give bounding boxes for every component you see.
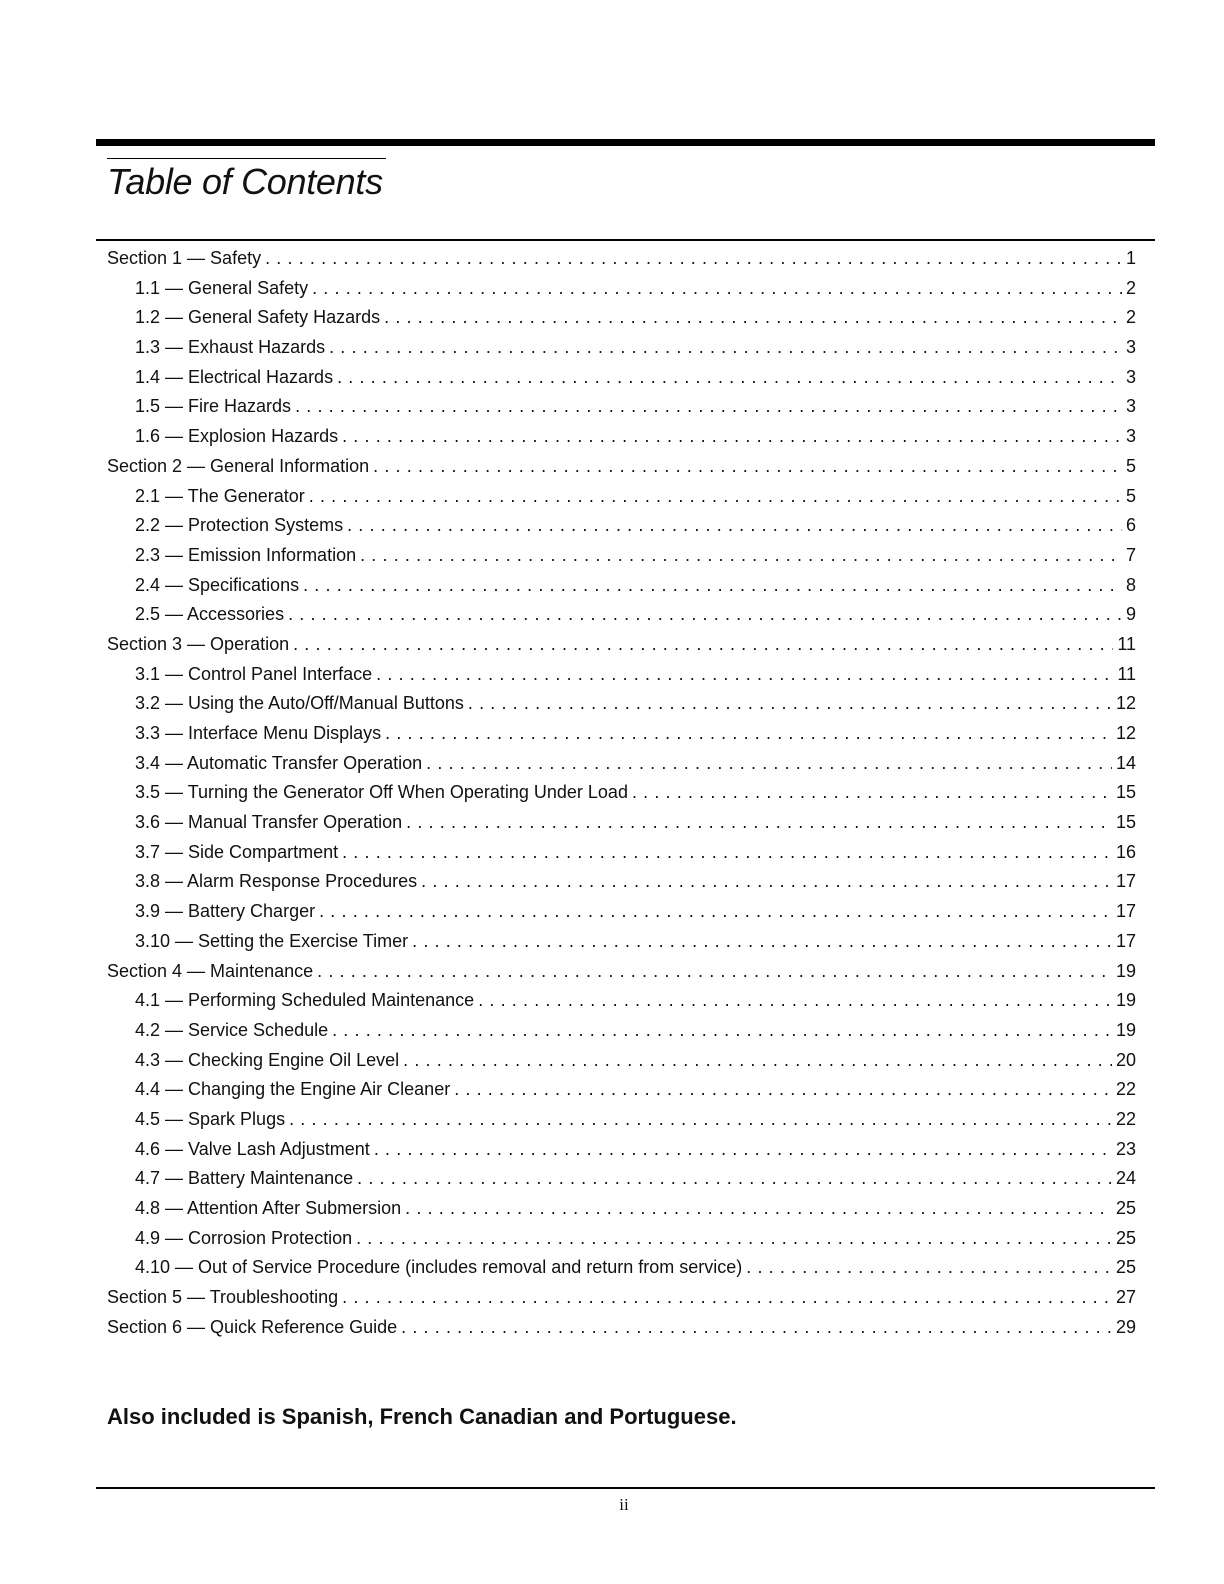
- toc-page-number: 3: [1125, 337, 1136, 358]
- toc-entry-label: 3.2 — Using the Auto/Off/Manual Buttons: [135, 693, 464, 714]
- page-title: Table of Contents: [107, 161, 383, 202]
- toc-entry-label: 3.9 — Battery Charger: [135, 901, 316, 922]
- toc-subsection-entry[interactable]: [107, 1046, 1136, 1076]
- toc-dot-leader: [342, 422, 1122, 452]
- page-number: ii: [619, 1495, 629, 1514]
- toc-entry-label: Section 3 — Operation: [107, 633, 290, 654]
- toc-page-number: 15: [1115, 782, 1136, 803]
- toc-subsection-entry[interactable]: [107, 897, 1136, 927]
- toc-page-number: 5: [1125, 485, 1136, 506]
- toc-entry-label: Section 4 — Maintenance: [107, 960, 314, 981]
- toc-dot-leader: [373, 452, 1122, 482]
- toc-entry-label: 3.6 — Manual Transfer Operation: [135, 812, 403, 833]
- language-note: Also included is Spanish, French Canadian and Portuguese.: [107, 1404, 737, 1429]
- toc-dot-leader: [356, 1224, 1112, 1254]
- toc-dot-leader: [288, 600, 1122, 630]
- toc-page-number: 8: [1125, 574, 1136, 595]
- toc-entry-label: 2.5 — Accessories: [135, 604, 285, 625]
- toc-dot-leader: [405, 1194, 1112, 1224]
- toc-dot-leader: [384, 303, 1122, 333]
- toc-dot-leader: [454, 1075, 1112, 1105]
- toc-dot-leader: [412, 927, 1112, 957]
- toc-section-entry[interactable]: [107, 957, 1136, 987]
- toc-entry-label: 2.3 — Emission Information: [135, 544, 357, 565]
- toc-dot-leader: [329, 333, 1122, 363]
- toc-dot-leader: [357, 1164, 1112, 1194]
- toc-dot-leader: [319, 897, 1112, 927]
- toc-entry-label: Section 6 — Quick Reference Guide: [107, 1316, 398, 1337]
- toc-subsection-entry[interactable]: [107, 867, 1136, 897]
- toc-entry-label: 1.4 — Electrical Hazards: [135, 366, 334, 387]
- toc-entry-label: 4.4 — Changing the Engine Air Cleaner: [135, 1079, 451, 1100]
- toc-page-number: 7: [1125, 544, 1136, 565]
- toc-section-entry[interactable]: [107, 452, 1136, 482]
- toc-dot-leader: [406, 808, 1112, 838]
- toc-page-number: 20: [1115, 1049, 1136, 1070]
- toc-subsection-entry[interactable]: [107, 927, 1136, 957]
- toc-dot-leader: [295, 392, 1122, 422]
- toc-entry-label: 3.1 — Control Panel Interface: [135, 663, 373, 684]
- toc-page-number: 11: [1117, 663, 1136, 684]
- toc-entry-label: 1.2 — General Safety Hazards: [135, 307, 381, 328]
- toc-entry-label: 2.4 — Specifications: [135, 574, 300, 595]
- toc-page-number: 27: [1115, 1287, 1136, 1308]
- toc-subsection-entry[interactable]: [107, 333, 1136, 363]
- toc-subsection-entry[interactable]: [107, 1224, 1136, 1254]
- toc-section-entry[interactable]: [107, 1283, 1136, 1313]
- toc-page-number: 25: [1115, 1198, 1136, 1218]
- toc-dot-leader: [312, 274, 1122, 304]
- toc-page-number: 19: [1115, 960, 1136, 981]
- toc-page-number: 6: [1125, 515, 1136, 536]
- toc-entry-label: 3.5 — Turning the Generator Off When Operating Under Load: [135, 782, 628, 803]
- toc-dot-leader: [337, 363, 1122, 393]
- toc-dot-leader: [342, 838, 1112, 868]
- toc-entry-label: 2.1 — The Generator: [135, 485, 305, 506]
- toc-dot-leader: [632, 778, 1112, 808]
- toc-subsection-entry[interactable]: [107, 1105, 1136, 1135]
- toc-entry-label: 3.8 — Alarm Response Procedures: [135, 871, 418, 892]
- toc-dot-leader: [303, 571, 1122, 601]
- toc-entry-label: 3.4 — Automatic Transfer Operation: [135, 752, 423, 773]
- toc-dot-leader: [426, 749, 1112, 779]
- toc-page-number: 2: [1125, 307, 1136, 328]
- toc-subsection-entry[interactable]: [107, 1164, 1136, 1194]
- toc-dot-leader: [421, 867, 1112, 897]
- toc-dot-leader: [478, 986, 1112, 1016]
- toc-dot-leader: [401, 1313, 1112, 1343]
- toc-entry-label: 4.7 — Battery Maintenance: [135, 1168, 354, 1189]
- toc-page-number: 3: [1125, 426, 1136, 447]
- toc-page-number: 22: [1115, 1108, 1136, 1129]
- toc-entry-label: 4.8 — Attention After Submersion: [135, 1198, 402, 1218]
- toc-entry-label: 4.10 — Out of Service Procedure (includes removal and return from service): [135, 1257, 743, 1278]
- toc-subsection-entry[interactable]: [107, 1253, 1136, 1283]
- toc-entry-label: 1.5 — Fire Hazards: [135, 396, 292, 417]
- toc-entry-label: 4.5 — Spark Plugs: [135, 1108, 286, 1129]
- toc-page-number: 14: [1115, 752, 1136, 773]
- toc-entry-label: 1.1 — General Safety: [135, 277, 309, 298]
- toc-subsection-entry[interactable]: [107, 511, 1136, 541]
- toc-subsection-entry[interactable]: [107, 363, 1136, 393]
- toc-dot-leader: [289, 1105, 1112, 1135]
- toc-page-number: 5: [1125, 455, 1136, 476]
- toc-dot-leader: [376, 660, 1113, 690]
- toc-dot-leader: [746, 1253, 1112, 1283]
- toc-subsection-entry[interactable]: [107, 838, 1136, 868]
- toc-page-number: 2: [1125, 277, 1136, 298]
- toc-dot-leader: [374, 1135, 1112, 1165]
- top-rule: [96, 139, 1155, 146]
- toc-subsection-entry[interactable]: [107, 1016, 1136, 1046]
- toc-dot-leader: [347, 511, 1122, 541]
- toc-subsection-entry[interactable]: [107, 1075, 1136, 1105]
- toc-page-number: 16: [1115, 841, 1136, 862]
- toc-entry-label: 3.3 — Interface Menu Displays: [135, 723, 382, 743]
- toc-page-number: 17: [1115, 871, 1136, 892]
- toc-page-number: 23: [1115, 1138, 1136, 1159]
- toc-page-number: 25: [1115, 1227, 1136, 1248]
- toc-dot-leader: [265, 244, 1122, 274]
- toc-entry-label: 2.2 — Protection Systems: [135, 515, 344, 536]
- toc-rule: [96, 239, 1155, 241]
- toc-section-entry[interactable]: [107, 1313, 1136, 1343]
- toc-page-number: 11: [1117, 633, 1136, 654]
- toc-subsection-entry[interactable]: [107, 303, 1136, 333]
- toc-page-number: 15: [1115, 812, 1136, 833]
- toc-subsection-entry[interactable]: [107, 392, 1136, 422]
- toc-dot-leader: [342, 1283, 1112, 1313]
- toc-subsection-entry[interactable]: [107, 482, 1136, 512]
- toc-page-number: 9: [1125, 604, 1136, 625]
- toc-dot-leader: [309, 482, 1122, 512]
- toc-subsection-entry[interactable]: [107, 1135, 1136, 1165]
- toc-entry-label: Section 1 — Safety: [107, 248, 262, 268]
- toc-subsection-entry[interactable]: [107, 274, 1136, 304]
- toc-entry-label: Section 5 — Troubleshooting: [107, 1287, 339, 1308]
- toc-subsection-entry[interactable]: [107, 778, 1136, 808]
- toc-section-entry[interactable]: [107, 244, 1136, 274]
- toc-page-number: 19: [1115, 990, 1136, 1011]
- table-of-contents: [107, 244, 1136, 1342]
- toc-entry-label: 3.10 — Setting the Exercise Timer: [135, 930, 409, 951]
- toc-page-number: 24: [1115, 1168, 1136, 1189]
- toc-dot-leader: [403, 1046, 1112, 1076]
- toc-page-number: 25: [1115, 1257, 1136, 1278]
- toc-dot-leader: [332, 1016, 1112, 1046]
- toc-page-number: 17: [1115, 901, 1136, 922]
- toc-subsection-entry[interactable]: [107, 541, 1136, 571]
- toc-subsection-entry[interactable]: [107, 571, 1136, 601]
- toc-dot-leader: [293, 630, 1113, 660]
- toc-entry-label: 4.2 — Service Schedule: [135, 1019, 329, 1040]
- toc-entry-label: 4.6 — Valve Lash Adjustment: [135, 1138, 370, 1159]
- toc-page-number: 17: [1115, 930, 1136, 951]
- toc-dot-leader: [360, 541, 1122, 571]
- toc-entry-label: 1.3 — Exhaust Hazards: [135, 337, 326, 358]
- toc-dot-leader: [385, 719, 1112, 749]
- toc-page-number: 12: [1115, 693, 1136, 714]
- toc-subsection-entry[interactable]: [107, 986, 1136, 1016]
- toc-entry-label: 4.1 — Performing Scheduled Maintenance: [135, 990, 475, 1011]
- toc-page-number: 12: [1115, 723, 1136, 743]
- toc-dot-leader: [468, 689, 1112, 719]
- toc-entry-label: 3.7 — Side Compartment: [135, 841, 339, 862]
- toc-page-number: 19: [1115, 1019, 1136, 1040]
- title-block: [107, 158, 386, 203]
- toc-subsection-entry[interactable]: [107, 422, 1136, 452]
- toc-page-number: 3: [1125, 366, 1136, 387]
- toc-page-number: 1: [1125, 248, 1136, 268]
- toc-subsection-entry[interactable]: [107, 808, 1136, 838]
- toc-section-entry[interactable]: [107, 630, 1136, 660]
- toc-page-number: 29: [1115, 1316, 1136, 1337]
- toc-subsection-entry[interactable]: [107, 600, 1136, 630]
- bottom-rule: [96, 1487, 1155, 1489]
- toc-subsection-entry[interactable]: [107, 749, 1136, 779]
- toc-subsection-entry[interactable]: [107, 689, 1136, 719]
- toc-entry-label: 4.9 — Corrosion Protection: [135, 1227, 353, 1248]
- toc-entry-label: 1.6 — Explosion Hazards: [135, 426, 339, 447]
- toc-subsection-entry[interactable]: [107, 660, 1136, 690]
- toc-page-number: 22: [1115, 1079, 1136, 1100]
- toc-entry-label: 4.3 — Checking Engine Oil Level: [135, 1049, 400, 1070]
- toc-page-number: 3: [1125, 396, 1136, 417]
- toc-subsection-entry[interactable]: [107, 719, 1136, 749]
- toc-subsection-entry[interactable]: [107, 1194, 1136, 1224]
- toc-entry-label: Section 2 — General Information: [107, 455, 370, 476]
- toc-dot-leader: [317, 957, 1112, 987]
